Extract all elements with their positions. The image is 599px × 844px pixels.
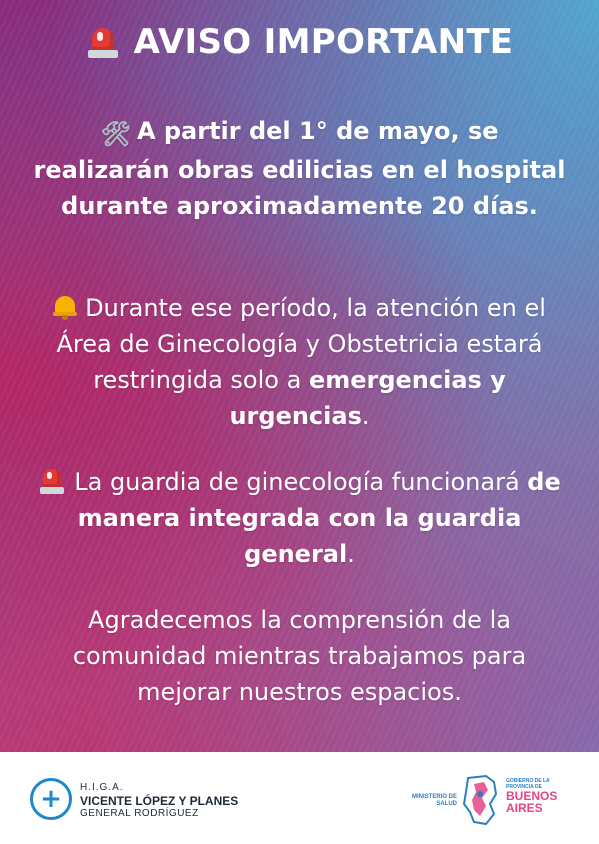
restriction-bold-text: emergencias y urgencias <box>229 366 506 430</box>
gobierno-buenos: BUENOS <box>506 789 558 803</box>
title-text: AVISO IMPORTANTE <box>133 22 514 62</box>
police-siren-icon <box>38 466 66 496</box>
hospital-logo-icon: + <box>30 778 72 820</box>
paragraph-works-notice <box>30 113 569 224</box>
paragraph-restriction-notice <box>30 290 569 434</box>
guardia-bold-text: de manera integrada con la guardia general <box>77 468 561 568</box>
hospital-line3: GENERAL RODRÍGUEZ <box>80 808 199 819</box>
hospital-name <box>80 782 238 820</box>
paragraph-guardia-notice <box>30 464 569 572</box>
guardia-text: La guardia de ginecología funcionará <box>74 468 528 496</box>
hammer-wrench-icon: 🛠 <box>100 120 131 148</box>
pba-map-logo-icon <box>460 774 500 826</box>
gobierno-aires: AIRES <box>506 801 543 815</box>
hospital-line2: VICENTE LÓPEZ Y PLANES <box>80 794 239 808</box>
works-text: A partir del 1° de mayo, se realizarán obras edilicias en el hospital durante aproximadamente 20 días. <box>33 117 566 220</box>
hospital-line1: H.I.G.A. <box>80 782 124 793</box>
gobierno-small-text: GOBIERNO DE LA PROVINCIA DE <box>506 778 550 790</box>
footer <box>0 752 599 844</box>
ministerio-label: MINISTERIO DE SALUD <box>411 794 457 807</box>
thanks-text: Agradecemos la comprensión de la comunidad mientras trabajamos para mejorar nuestros espacios. <box>72 606 527 706</box>
page-title <box>0 22 599 62</box>
paragraph-thanks <box>30 602 569 710</box>
restriction-text: Durante ese período, la atención en el Área de Ginecología y Obstetricia estará restringida solo a <box>56 294 546 394</box>
guardia-period: . <box>347 540 355 568</box>
gobierno-logo <box>506 778 566 814</box>
police-siren-icon <box>86 24 120 60</box>
bell-icon <box>53 294 77 320</box>
restriction-period: . <box>361 402 370 430</box>
